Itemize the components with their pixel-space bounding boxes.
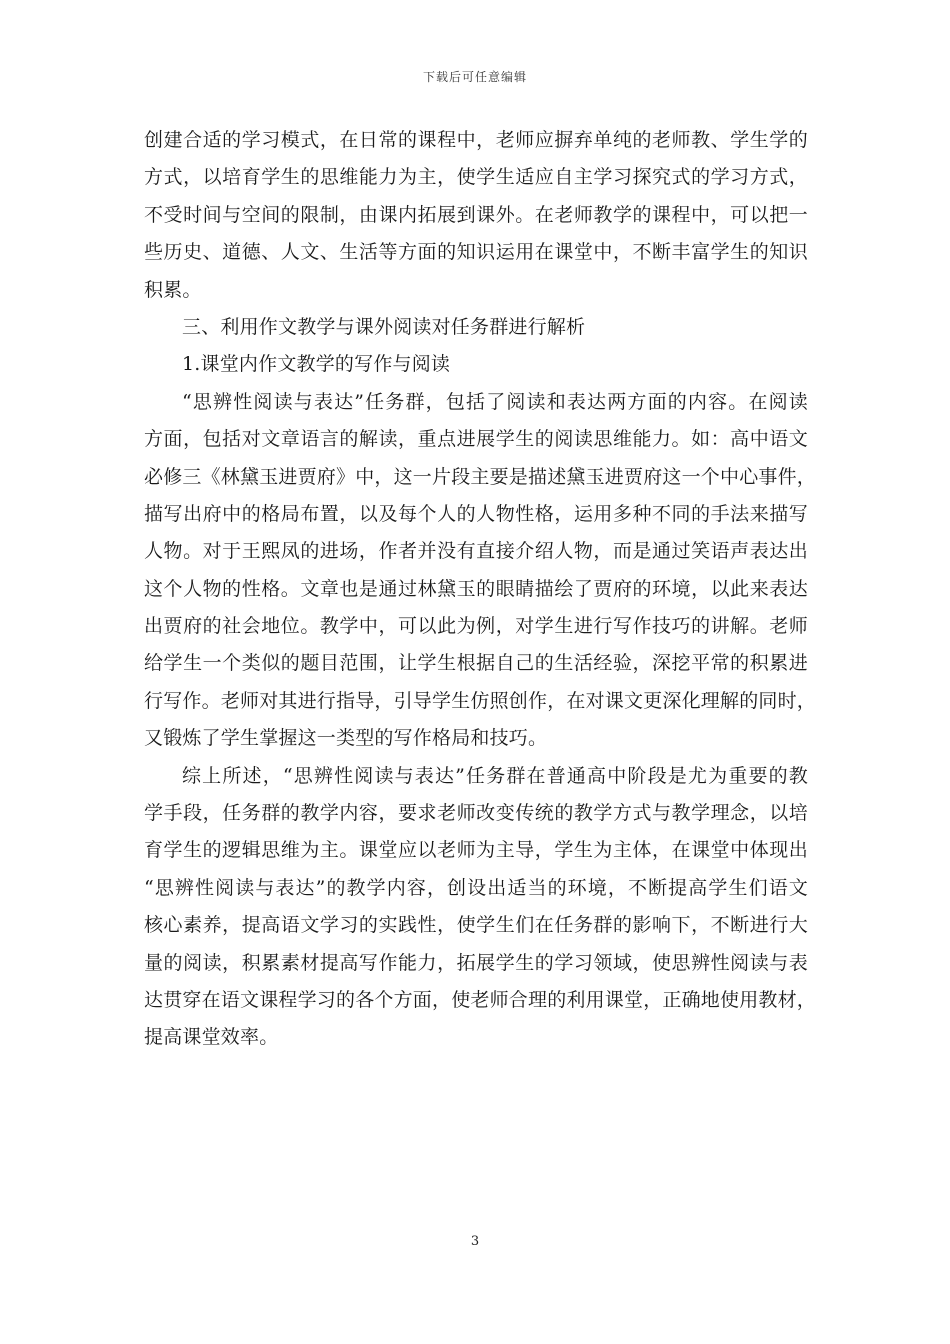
text-line: 积累。: [144, 278, 202, 301]
text-line: 人物。对于王熙凤的进场，作者并没有直接介绍人物，而是通过笑语声表达出: [144, 540, 808, 563]
text-line: 不受时间与空间的限制，由课内拓展到课外。在老师教学的课程中，可以把一: [144, 203, 808, 226]
text-line: 描写出府中的格局布置，以及每个人的人物性格，运用多种不同的手法来描写: [144, 502, 808, 525]
text-line: 核心素养，提高语文学习的实践性，使学生们在任务群的影响下，不断进行大: [144, 914, 808, 937]
paragraph: [144, 758, 817, 1057]
subsection-heading: [144, 346, 808, 383]
text-line: 提高课堂效率。: [144, 1026, 279, 1049]
page-number: 3: [470, 1234, 480, 1249]
text-line: 量的阅读，积累素材提高写作能力，拓展学生的学习领域，使思辨性阅读与表: [144, 951, 808, 974]
text-line: 育学生的逻辑思维为主。课堂应以老师为主导，学生为主体，在课堂中体现出: [144, 839, 808, 862]
text-line: 综上所述，“思辨性阅读与表达”任务群在普通高中阶段是尤为重要的教: [182, 764, 808, 787]
text-line: 达贯穿在语文课程学习的各个方面，使老师合理的利用课堂，正确地使用教材，: [144, 988, 817, 1011]
paragraph: [144, 384, 817, 758]
text-line: 出贾府的社会地位。教学中，可以此为例，对学生进行写作技巧的讲解。老师: [144, 615, 808, 638]
text-line: 给学生一个类似的题目范围，让学生根据自己的生活经验，深挖平常的积累进: [144, 652, 808, 675]
section-heading-text: 三、利用作文教学与课外阅读对任务群进行解析: [182, 315, 586, 338]
text-line: “思辨性阅读与表达”任务群，包括了阅读和表达两方面的内容。在阅读: [182, 390, 808, 413]
text-line: 这个人物的性格。文章也是通过林黛玉的眼睛描绘了贾府的环境，以此来表达: [144, 577, 808, 600]
text-line: 必修三《林黛玉进贾府》中，这一片段主要是描述黛玉进贾府这一个中心事件，: [144, 465, 817, 488]
text-line: 方面，包括对文章语言的解读，重点进展学生的阅读思维能力。如：高中语文: [144, 428, 808, 451]
document-body: [144, 122, 817, 1057]
paragraph: [144, 122, 808, 309]
text-line: 又锻炼了学生掌握这一类型的写作格局和技巧。: [144, 727, 548, 750]
text-line: “思辨性阅读与表达”的教学内容，创设出适当的环境，不断提高学生们语文: [144, 876, 808, 899]
text-line: 学手段，任务群的教学内容，要求老师改变传统的教学方式与教学理念，以培: [144, 802, 808, 825]
subsection-heading-text: 1.课堂内作文教学的写作与阅读: [182, 353, 451, 376]
text-line: 创建合适的学习模式，在日常的课程中，老师应摒弃单纯的老师教、学生学的: [144, 129, 808, 151]
section-heading: [144, 309, 808, 346]
page-header: 下载后可任意编辑: [422, 70, 527, 84]
text-line: 方式，以培育学生的思维能力为主，使学生适应自主学习探究式的学习方式，: [144, 166, 808, 189]
text-line: 行写作。老师对其进行指导，引导学生仿照创作，在对课文更深化理解的同时，: [144, 689, 817, 712]
text-line: 些历史、道德、人文、生活等方面的知识运用在课堂中，不断丰富学生的知识: [144, 241, 808, 264]
